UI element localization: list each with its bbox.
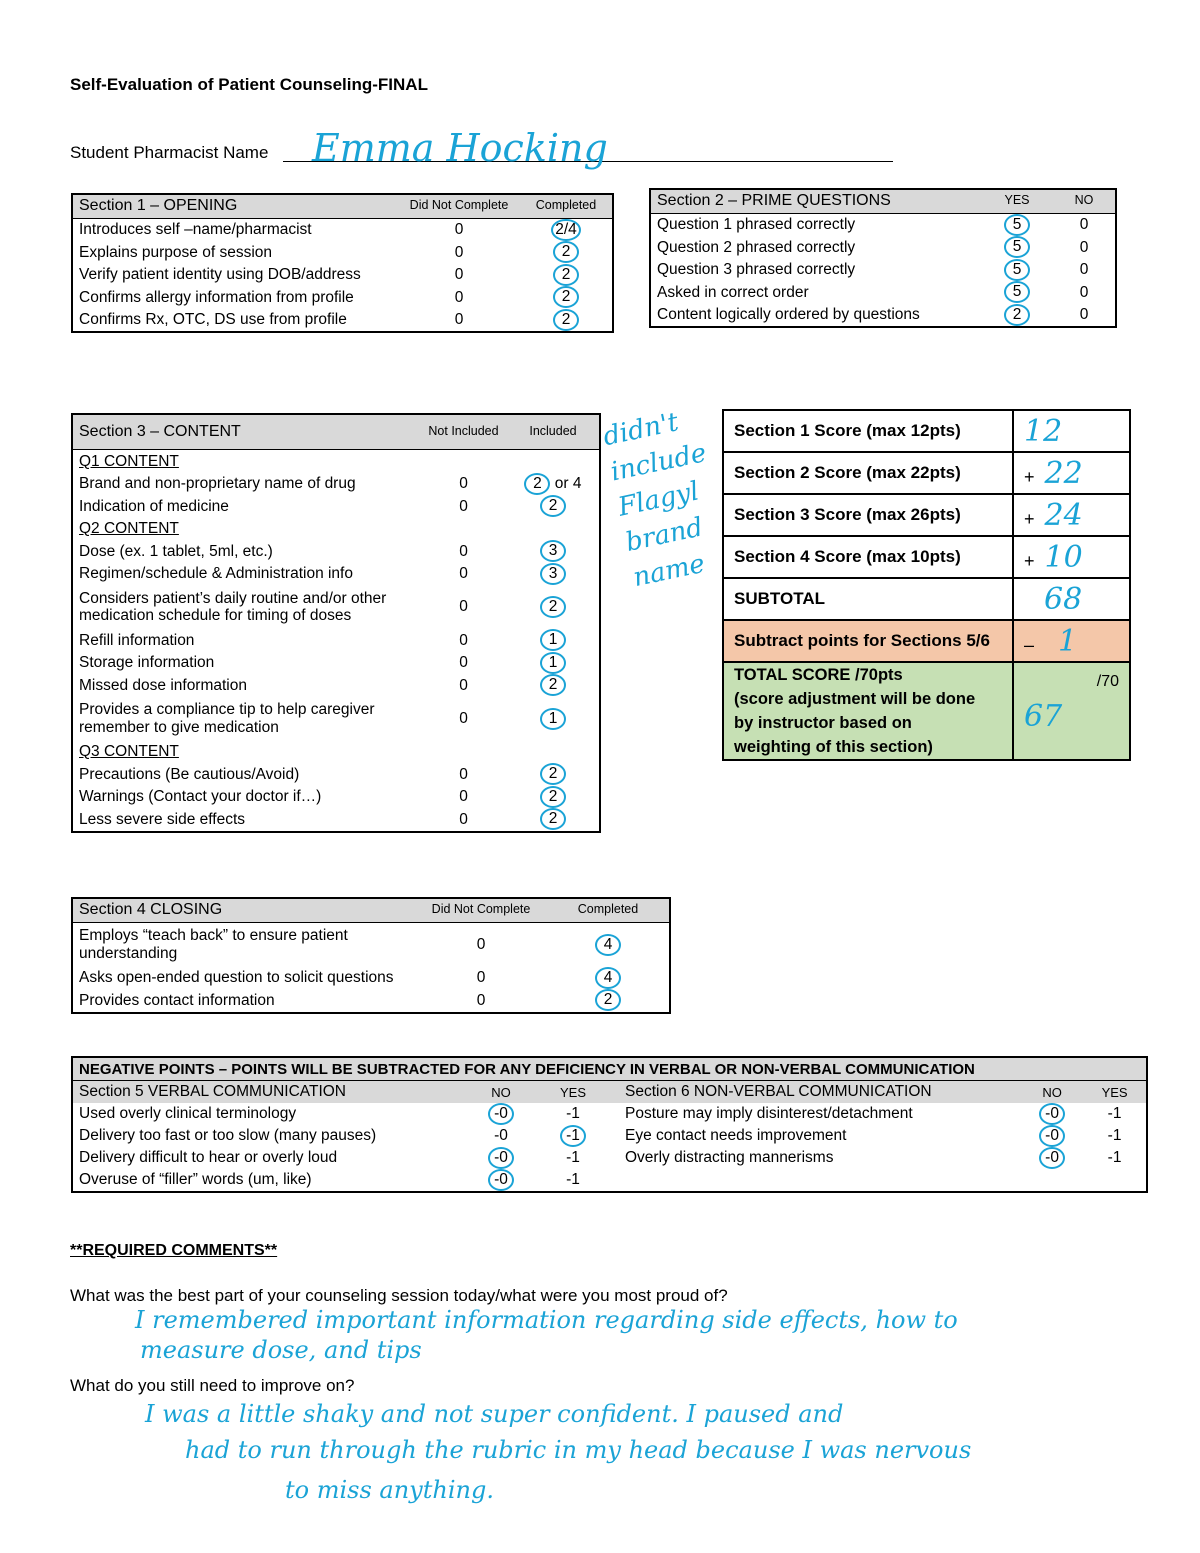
table-row (72, 967, 670, 990)
col-not-included: Not Included (420, 414, 507, 450)
row-yes: -1 (1107, 1127, 1122, 1144)
alt-score: or 4 (554, 474, 582, 492)
circled-score: 2/4 (551, 219, 581, 241)
row-no: 0 (459, 497, 468, 515)
negative-points-table (71, 1056, 1148, 1193)
circled-score: -0 (1039, 1147, 1065, 1169)
score-row (723, 578, 1130, 620)
note-line: include (608, 438, 709, 488)
row-label: Warnings (Contact your doctor if…) (79, 788, 322, 806)
row-label: Question 2 phrased correctly (657, 238, 856, 256)
total-note: by instructor based on (734, 714, 912, 732)
row-label: Less severe side effects (79, 810, 245, 828)
row-label: Question 3 phrased correctly (657, 261, 856, 279)
plus-sign: + (1024, 508, 1035, 529)
row-label: Content logically ordered by questions (657, 306, 920, 324)
row-no: 0 (459, 709, 468, 727)
row-no: 0 (454, 221, 464, 239)
row-label: Regimen/schedule & Administration info (79, 565, 353, 583)
score-table (722, 409, 1131, 761)
score-label: Section 3 Score (max 26pts) (723, 494, 1013, 536)
table-row (72, 674, 600, 697)
table-row (650, 281, 1116, 304)
circled-score: 2 (553, 264, 579, 286)
row-label: Considers patient’s daily routine and/or other (79, 589, 387, 607)
col-yes: YES (1083, 1081, 1147, 1104)
total-value: 67 (1024, 699, 1063, 734)
row-no: 0 (454, 311, 464, 329)
col-yes: YES (527, 1081, 619, 1104)
table-row (72, 540, 600, 563)
section3-header: Section 3 – CONTENT (72, 414, 420, 450)
row-label: Delivery too fast or too slow (many pauses) (79, 1127, 377, 1144)
col-no: NO (1053, 189, 1116, 213)
minus-sign: – (1024, 634, 1035, 655)
negative-header: NEGATIVE POINTS – POINTS WILL BE SUBTRACTED FOR ANY DEFICIENCY IN VERBAL OR NON-VERBAL COMMUNICATION (72, 1057, 1147, 1081)
margin-note (600, 400, 732, 596)
circled-score: 3 (540, 540, 566, 562)
section3-table (71, 413, 601, 833)
table-row (72, 989, 670, 1013)
section2-header: Section 2 – PRIME QUESTIONS (650, 189, 981, 213)
q1-heading: Q1 CONTENT (79, 452, 179, 470)
row-label: Used overly clinical terminology (79, 1105, 297, 1122)
circled-score: 5 (1004, 214, 1030, 236)
circled-score: 1 (540, 708, 566, 730)
circled-score: 2 (1004, 304, 1030, 326)
table-row (72, 697, 600, 741)
circled-score: 2 (595, 989, 621, 1011)
section4-table (71, 897, 671, 1014)
score-label: Section 4 Score (max 10pts) (723, 536, 1013, 578)
row-label: Verify patient identity using DOB/address (79, 266, 361, 284)
row-no: 0 (454, 266, 464, 284)
circled-score: 2 (553, 286, 579, 308)
row-label: medication schedule for timing of doses (79, 607, 352, 624)
row-no: 0 (454, 288, 464, 306)
note-line: Flagyl (615, 476, 702, 523)
section1-table (71, 193, 614, 333)
table-row (650, 259, 1116, 282)
table-row (72, 473, 600, 496)
circled-score: 4 (595, 934, 621, 956)
circled-score: -0 (1039, 1103, 1065, 1125)
section5-header: Section 5 VERBAL COMMUNICATION (72, 1081, 475, 1104)
page-title: Self-Evaluation of Patient Counseling-FINAL (70, 75, 428, 94)
table-row (72, 652, 600, 675)
row-no: 0 (1079, 216, 1089, 234)
row-no: 0 (459, 765, 468, 783)
table-row (72, 495, 600, 518)
circled-score: -0 (1039, 1125, 1065, 1147)
table-row (72, 1169, 1147, 1192)
table-row (72, 309, 613, 333)
plus-sign: + (1024, 466, 1035, 487)
row-label: Asked in correct order (657, 283, 809, 301)
row-no: 0 (459, 565, 468, 583)
section2-table (649, 188, 1117, 328)
col-completed: Completed (547, 898, 670, 922)
score-value: 24 (1044, 497, 1083, 533)
col-included: Included (507, 414, 600, 450)
circled-score: 5 (1004, 259, 1030, 281)
circled-score: 2 (540, 596, 566, 618)
row-no: 0 (1079, 261, 1089, 279)
col-yes: YES (981, 189, 1053, 213)
row-yes: -1 (566, 1171, 580, 1188)
circled-score: 1 (540, 652, 566, 674)
total-max: /70 (1096, 673, 1119, 690)
row-label: Storage information (79, 654, 215, 672)
row-no: 0 (1079, 283, 1089, 301)
circled-score: -1 (560, 1125, 586, 1147)
row-label: Provides a compliance tip to help caregiver (79, 701, 375, 719)
circled-score: 1 (540, 629, 566, 651)
table-row (72, 808, 600, 832)
circled-score: 2 (553, 241, 579, 263)
row-label: Refill information (79, 631, 195, 649)
score-row (723, 452, 1130, 494)
answer-best-part-line2: measure dose, and tips (140, 1336, 422, 1364)
row-yes: -1 (1107, 1105, 1122, 1122)
student-name-handwritten: Emma Hocking (312, 126, 608, 170)
circled-score: 2 (553, 309, 579, 331)
score-value: 22 (1044, 455, 1083, 491)
circled-score: 5 (1004, 281, 1030, 303)
section4-header: Section 4 CLOSING (72, 898, 415, 922)
col-did-not-complete: Did Not Complete (398, 194, 520, 218)
row-label: Explains purpose of session (79, 243, 273, 261)
table-row (72, 1147, 1147, 1169)
question-best-part: What was the best part of your counseling session today/what were you most proud of? (70, 1286, 728, 1305)
row-no: 0 (459, 676, 468, 694)
row-label: Confirms Rx, OTC, DS use from profile (79, 311, 347, 329)
total-note: weighting of this section) (734, 738, 933, 756)
student-name-label: Student Pharmacist Name (70, 143, 269, 162)
score-row (723, 620, 1130, 662)
note-line: didn't (600, 407, 682, 453)
total-label: TOTAL SCORE /70pts (734, 666, 903, 684)
score-row (723, 494, 1130, 536)
table-row (72, 286, 613, 309)
col-no: NO (475, 1081, 527, 1104)
col-did-not-complete: Did Not Complete (415, 898, 547, 922)
circled-score: 2 (524, 473, 550, 495)
table-row (72, 763, 600, 786)
score-row (723, 536, 1130, 578)
table-row (72, 922, 670, 967)
row-label: Missed dose information (79, 676, 247, 694)
subtotal-label: SUBTOTAL (723, 578, 1013, 620)
score-row (723, 662, 1130, 760)
section6-header: Section 6 NON-VERBAL COMMUNICATION (619, 1081, 1021, 1104)
row-no: 0 (459, 598, 468, 616)
plus-sign: + (1024, 550, 1035, 571)
answer-improve-line3: to miss anything. (285, 1476, 494, 1504)
row-label: Precautions (Be cautious/Avoid) (79, 765, 300, 783)
subtract-value: 1 (1058, 623, 1078, 659)
row-label: understanding (79, 944, 178, 962)
score-label: Section 1 Score (max 12pts) (723, 410, 1013, 452)
row-no: -0 (494, 1127, 508, 1144)
subtract-label: Subtract points for Sections 5/6 (723, 620, 1013, 662)
row-label: Dose (ex. 1 tablet, 5ml, etc.) (79, 542, 273, 560)
table-row (72, 563, 600, 586)
table-row (650, 304, 1116, 328)
table-row (72, 585, 600, 629)
score-value: 12 (1024, 413, 1063, 449)
table-row (72, 264, 613, 287)
row-label: Indication of medicine (79, 497, 229, 515)
table-row (72, 786, 600, 809)
table-row (650, 213, 1116, 236)
row-no: 0 (459, 542, 468, 560)
note-line: brand (623, 512, 706, 558)
circled-score: 4 (595, 967, 621, 989)
row-yes: -1 (1107, 1149, 1122, 1166)
question-improve: What do you still need to improve on? (70, 1376, 355, 1395)
row-label: Delivery difficult to hear or overly loud (79, 1149, 338, 1166)
row-label: Question 1 phrased correctly (657, 216, 856, 234)
row-label: Posture may imply disinterest/detachment (625, 1105, 913, 1122)
section1-header: Section 1 – OPENING (72, 194, 398, 218)
row-label: Overly distracting mannerisms (625, 1149, 834, 1166)
row-label: Confirms allergy information from profile (79, 288, 354, 306)
circled-score: -0 (488, 1103, 514, 1125)
table-row (72, 1103, 1147, 1125)
table-row (72, 218, 613, 241)
q3-heading: Q3 CONTENT (79, 743, 179, 761)
row-no: 0 (1079, 306, 1089, 324)
q2-heading: Q2 CONTENT (79, 520, 179, 538)
score-value: 10 (1044, 539, 1083, 575)
row-no: 0 (476, 935, 486, 953)
table-row (650, 236, 1116, 259)
row-no: 0 (459, 654, 468, 672)
circled-score: 3 (540, 563, 566, 585)
circled-score: 2 (540, 786, 566, 808)
circled-score: 2 (540, 495, 566, 517)
note-line: name (630, 548, 708, 594)
required-comments-header: **REQUIRED COMMENTS** (70, 1242, 278, 1259)
circled-score: -0 (488, 1169, 514, 1191)
row-yes: -1 (566, 1105, 580, 1122)
col-completed: Completed (520, 194, 613, 218)
row-label: remember to give medication (79, 718, 279, 736)
circled-score: 5 (1004, 236, 1030, 258)
row-label: Eye contact needs improvement (625, 1127, 847, 1144)
row-no: 0 (459, 475, 468, 493)
row-no: 0 (476, 969, 486, 987)
total-note: (score adjustment will be done (734, 690, 976, 708)
answer-improve-line2: had to run through the rubric in my head because I was nervous (185, 1436, 972, 1464)
row-label: Overuse of “filler” words (um, like) (79, 1171, 312, 1188)
table-row (72, 629, 600, 652)
row-no: 0 (459, 788, 468, 806)
row-no: 0 (454, 243, 464, 261)
circled-score: -0 (488, 1147, 514, 1169)
table-row (72, 1125, 1147, 1147)
answer-improve-line1: I was a little shaky and not super confident. I paused and (145, 1400, 844, 1428)
row-no: 0 (476, 991, 486, 1009)
circled-score: 2 (540, 674, 566, 696)
row-no: 0 (1079, 238, 1089, 256)
circled-score: 2 (540, 808, 566, 830)
row-no: 0 (459, 810, 468, 828)
row-label: Asks open-ended question to solicit questions (79, 969, 394, 987)
score-row (723, 410, 1130, 452)
table-row (72, 241, 613, 264)
col-no: NO (1021, 1081, 1083, 1104)
row-label: Employs “teach back” to ensure patient (79, 927, 348, 945)
score-label: Section 2 Score (max 22pts) (723, 452, 1013, 494)
row-label: Provides contact information (79, 991, 275, 1009)
row-label: Introduces self –name/pharmacist (79, 221, 312, 239)
subtotal-value: 68 (1044, 581, 1083, 617)
row-label: Brand and non-proprietary name of drug (79, 475, 356, 493)
answer-best-part-line1: I remembered important information regarding side effects, how to (135, 1306, 958, 1334)
circled-score: 2 (540, 763, 566, 785)
row-no: 0 (459, 631, 468, 649)
row-yes: -1 (566, 1149, 580, 1166)
